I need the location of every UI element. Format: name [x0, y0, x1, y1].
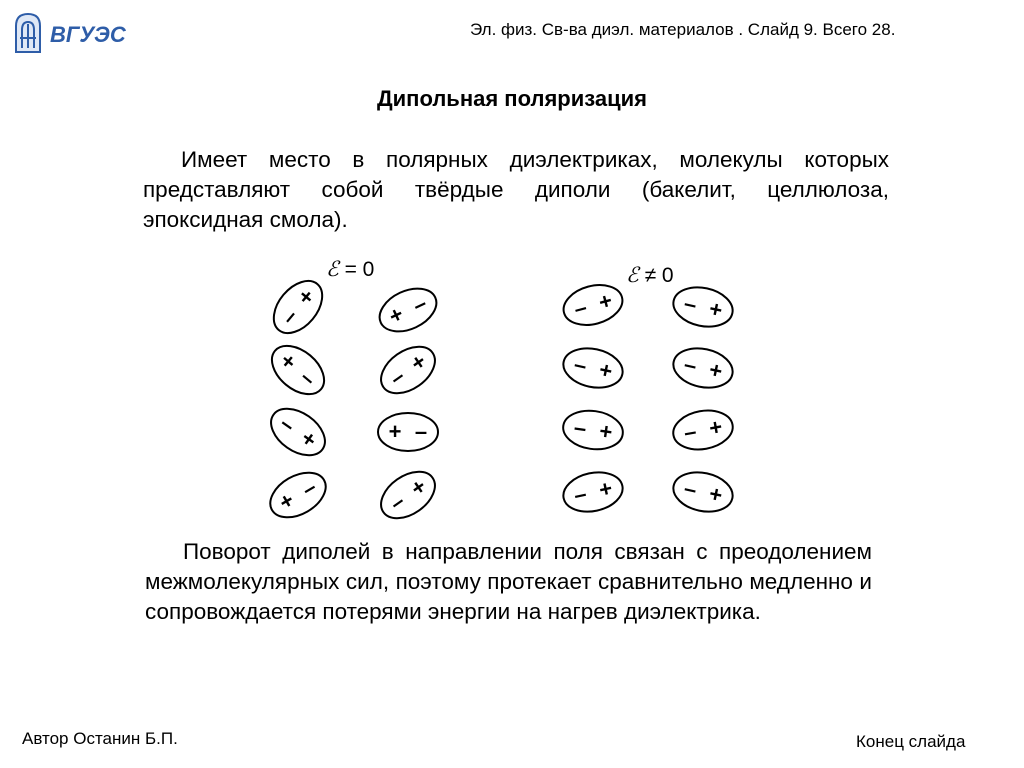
dipole-outline: [263, 336, 333, 404]
plus-sign: +: [706, 356, 725, 384]
author-label: Автор Останин Б.П.: [22, 729, 178, 748]
dipole: [263, 399, 334, 465]
plus-sign: +: [595, 287, 615, 315]
plus-sign: +: [296, 425, 322, 453]
minus-sign: –: [571, 294, 590, 322]
dipole: [560, 467, 627, 517]
dipole: [263, 336, 333, 404]
dipole-outline: [560, 343, 627, 393]
plus-sign: +: [706, 295, 725, 323]
minus-sign: –: [681, 290, 699, 318]
field-symbol: ℰ: [326, 257, 339, 281]
minus-sign: –: [414, 419, 428, 444]
plus-sign: +: [405, 348, 431, 377]
paragraph-rotation-text: Поворот диполей в направлении поля связан с преодолением межмолекулярных сил, поэтому протекает сравнительно медленно и сопровождается потерями энергии на нагрев диэлектрика.: [145, 539, 872, 624]
plus-sign: +: [274, 487, 299, 516]
dipole: [670, 406, 736, 454]
dipole: [378, 413, 438, 451]
dipole: [264, 272, 332, 342]
dipole-outline: [561, 407, 626, 453]
plus-sign: +: [597, 418, 615, 445]
plus-sign: +: [596, 356, 615, 384]
minus-sign: –: [681, 351, 699, 379]
dipole: [373, 337, 444, 403]
dipole-outline: [670, 467, 737, 517]
dipole-outline: [378, 413, 438, 451]
minus-sign: –: [384, 363, 410, 391]
slide-header: Эл. физ. Св-ва диэл. материалов . Слайд 9. Всего 28.: [470, 20, 896, 39]
slide-title: Дипольная поляризация: [376, 86, 648, 111]
dipole: [561, 407, 626, 453]
plus-sign: +: [596, 475, 615, 503]
dipole-outline: [670, 406, 736, 454]
minus-sign: –: [295, 364, 322, 392]
dipole-outline: [670, 282, 737, 332]
plus-sign: +: [275, 347, 302, 375]
dipole: [560, 343, 627, 393]
minus-sign: –: [571, 351, 589, 379]
minus-sign: –: [275, 410, 300, 438]
minus-sign: –: [297, 474, 321, 502]
minus-sign: –: [408, 290, 431, 318]
field-zero-relation: = 0: [344, 258, 375, 281]
dipole: [670, 467, 737, 517]
dipole-outline: [373, 462, 444, 528]
field-symbol: ℰ: [626, 263, 639, 287]
plus-sign: +: [388, 419, 402, 444]
dipole-outline: [560, 467, 627, 517]
dipole: [263, 464, 334, 527]
logo-text: ВГУЭС: [50, 22, 126, 47]
end-slide-link[interactable]: Конец слайда: [856, 732, 966, 751]
dipole: [373, 280, 443, 340]
dipole-outline: [373, 337, 444, 403]
dipole: [373, 462, 444, 528]
dipole: [559, 279, 627, 331]
dipole: [670, 282, 737, 332]
plus-sign: +: [384, 300, 408, 330]
dipole-outline: [264, 272, 332, 342]
minus-sign: –: [571, 480, 589, 508]
dipole-outline: [559, 279, 627, 331]
paragraph-rotation: [145, 537, 872, 627]
field-nonzero-relation: ≠ 0: [644, 264, 674, 287]
dipole: [670, 343, 737, 393]
dipole-outline: [373, 280, 443, 340]
dipole-outline: [263, 399, 334, 465]
plus-sign: +: [706, 480, 725, 508]
minus-sign: –: [681, 475, 699, 503]
minus-sign: –: [275, 303, 303, 330]
dipole-outline: [670, 343, 737, 393]
minus-sign: –: [681, 418, 699, 446]
minus-sign: –: [384, 488, 410, 516]
plus-sign: +: [405, 473, 431, 502]
plus-sign: +: [292, 283, 320, 310]
paragraph-intro-text: Имеет место в полярных диэлектриках, молекулы которых представляют собой твёрдые диполи (бакелит, целлюлоза, эпоксидная смола).: [143, 147, 889, 232]
dipole-outline: [263, 464, 334, 527]
plus-sign: +: [707, 413, 725, 441]
minus-sign: –: [572, 414, 589, 441]
